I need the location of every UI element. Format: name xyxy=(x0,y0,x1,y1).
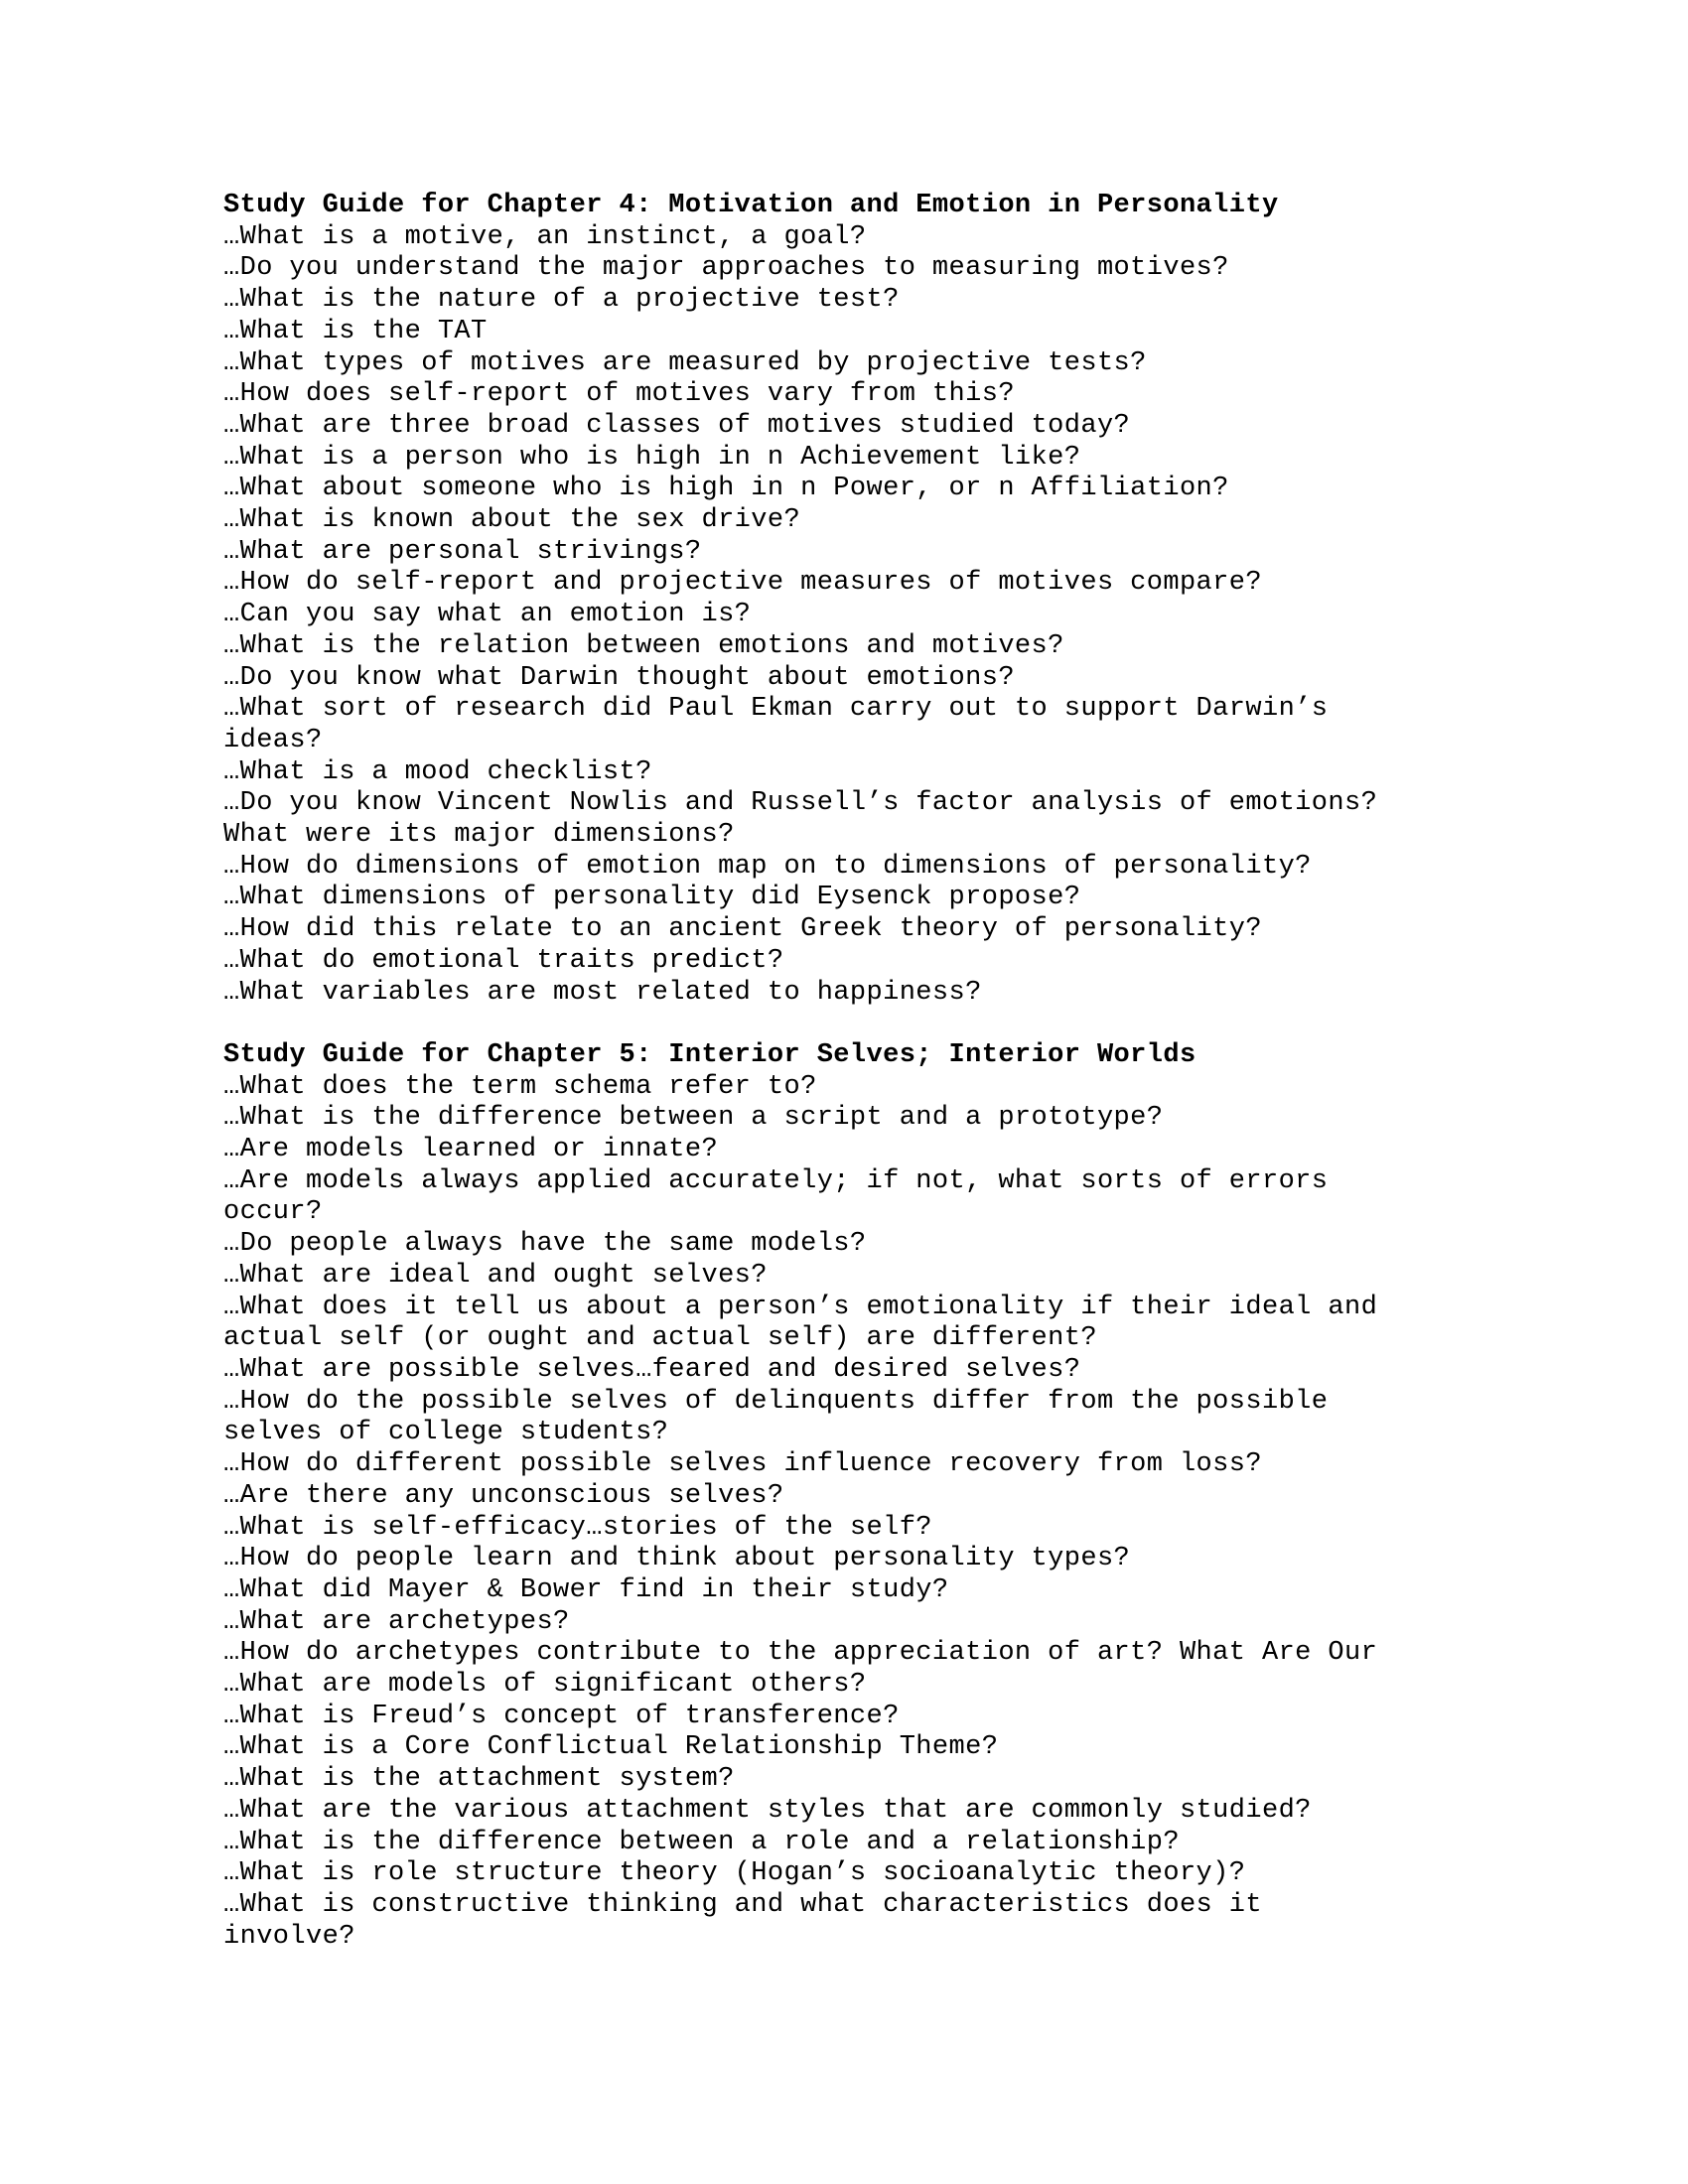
text-line: …How do self-report and projective measures of motives compare? xyxy=(223,568,1262,599)
text-line: …How do archetypes contribute to the appreciation of art? What Are Our xyxy=(223,1638,1378,1669)
text-line: …Are models always applied accurately; if not, what sorts of errors xyxy=(223,1165,1329,1196)
text-line: …What is a mood checklist? xyxy=(223,756,652,787)
text-line: …What do emotional traits predict? xyxy=(223,945,784,976)
text-line: …What is the difference between a script and a prototype? xyxy=(223,1103,1164,1134)
text-line: involve? xyxy=(223,1921,355,1952)
text-line: …What is the attachment system? xyxy=(223,1764,735,1795)
text-line: …How do the possible selves of delinquents differ from the possible xyxy=(223,1386,1329,1417)
text-line: …What is known about the sex drive? xyxy=(223,505,801,536)
text-line: …What is the TAT xyxy=(223,316,488,346)
study-guide-section-chapter-4 xyxy=(223,191,1569,1009)
text-line: …Do you understand the major approaches to measuring motives? xyxy=(223,253,1229,284)
text-line: …What are possible selves…feared and desired selves? xyxy=(223,1355,1081,1385)
text-line: occur? xyxy=(223,1197,323,1228)
study-guide-section-chapter-5 xyxy=(223,1040,1569,1953)
text-line: …What sort of research did Paul Ekman carry out to support Darwin’s xyxy=(223,694,1329,725)
text-line: …What are three broad classes of motives studied today? xyxy=(223,410,1131,441)
text-line: …What is role structure theory (Hogan’s socioanalytic theory)? xyxy=(223,1858,1246,1889)
text-line: …What about someone who is high in n Power, or n Affiliation? xyxy=(223,474,1229,504)
text-line: …How does self-report of motives vary from this? xyxy=(223,379,1015,410)
text-line: …What did Mayer & Bower find in their study? xyxy=(223,1574,949,1605)
section-body-chapter-5 xyxy=(223,1072,1569,1954)
section-heading-chapter-4: Study Guide for Chapter 4: Motivation and Emotion in Personality xyxy=(223,191,1279,220)
text-line: selves of college students? xyxy=(223,1418,669,1448)
section-heading-chapter-5: Study Guide for Chapter 5: Interior Selves; Interior Worlds xyxy=(223,1039,1196,1070)
text-line: …What are ideal and ought selves? xyxy=(223,1260,768,1291)
text-line: …Can you say what an emotion is? xyxy=(223,600,752,630)
text-line: …What is Freud’s concept of transference? xyxy=(223,1701,900,1731)
text-line: …What does it tell us about a person’s emotionality if their ideal and xyxy=(223,1292,1378,1322)
text-line: …Do people always have the same models? xyxy=(223,1229,867,1260)
text-line: …What is a motive, an instinct, a goal? xyxy=(223,221,867,252)
text-line: …What dimensions of personality did Eysenck propose? xyxy=(223,883,1081,913)
document-content xyxy=(223,191,1569,1953)
text-line: …What is the relation between emotions and motives? xyxy=(223,630,1064,661)
text-line: …What is a person who is high in n Achievement like? xyxy=(223,442,1081,473)
text-line: ideas? xyxy=(223,725,323,755)
text-line: …What are personal strivings? xyxy=(223,536,702,567)
text-line: …What is a Core Conflictual Relationship Theme? xyxy=(223,1732,999,1763)
text-line: …What is the difference between a role and a relationship? xyxy=(223,1827,1180,1857)
section-body-chapter-4 xyxy=(223,222,1569,1010)
text-line: …What is the nature of a projective test? xyxy=(223,285,900,316)
text-line: What were its major dimensions? xyxy=(223,820,735,851)
text-line: …How do people learn and think about personality types? xyxy=(223,1544,1131,1574)
text-line: …How do dimensions of emotion map on to dimensions of personality? xyxy=(223,851,1312,882)
text-line: …How did this relate to an ancient Greek theory of personality? xyxy=(223,914,1262,945)
text-line: …What are models of significant others? xyxy=(223,1670,867,1701)
text-line: …What is self-efficacy…stories of the self? xyxy=(223,1512,932,1543)
text-line: …What are archetypes? xyxy=(223,1606,570,1637)
text-line: …Are models learned or innate? xyxy=(223,1135,719,1165)
text-line: actual self (or ought and actual self) are different? xyxy=(223,1323,1097,1354)
text-line: …What is constructive thinking and what characteristics does it xyxy=(223,1889,1262,1920)
text-line: …What variables are most related to happiness? xyxy=(223,977,982,1008)
text-line: …How do different possible selves influence recovery from loss? xyxy=(223,1449,1262,1480)
text-line: …What are the various attachment styles that are commonly studied? xyxy=(223,1795,1312,1826)
text-line: …Do you know Vincent Nowlis and Russell’s factor analysis of emotions? xyxy=(223,788,1378,819)
text-line: …Do you know what Darwin thought about emotions? xyxy=(223,662,1015,693)
text-line: …Are there any unconscious selves? xyxy=(223,1480,784,1511)
text-line: …What does the term schema refer to? xyxy=(223,1071,817,1102)
text-line: …What types of motives are measured by projective tests? xyxy=(223,347,1147,378)
